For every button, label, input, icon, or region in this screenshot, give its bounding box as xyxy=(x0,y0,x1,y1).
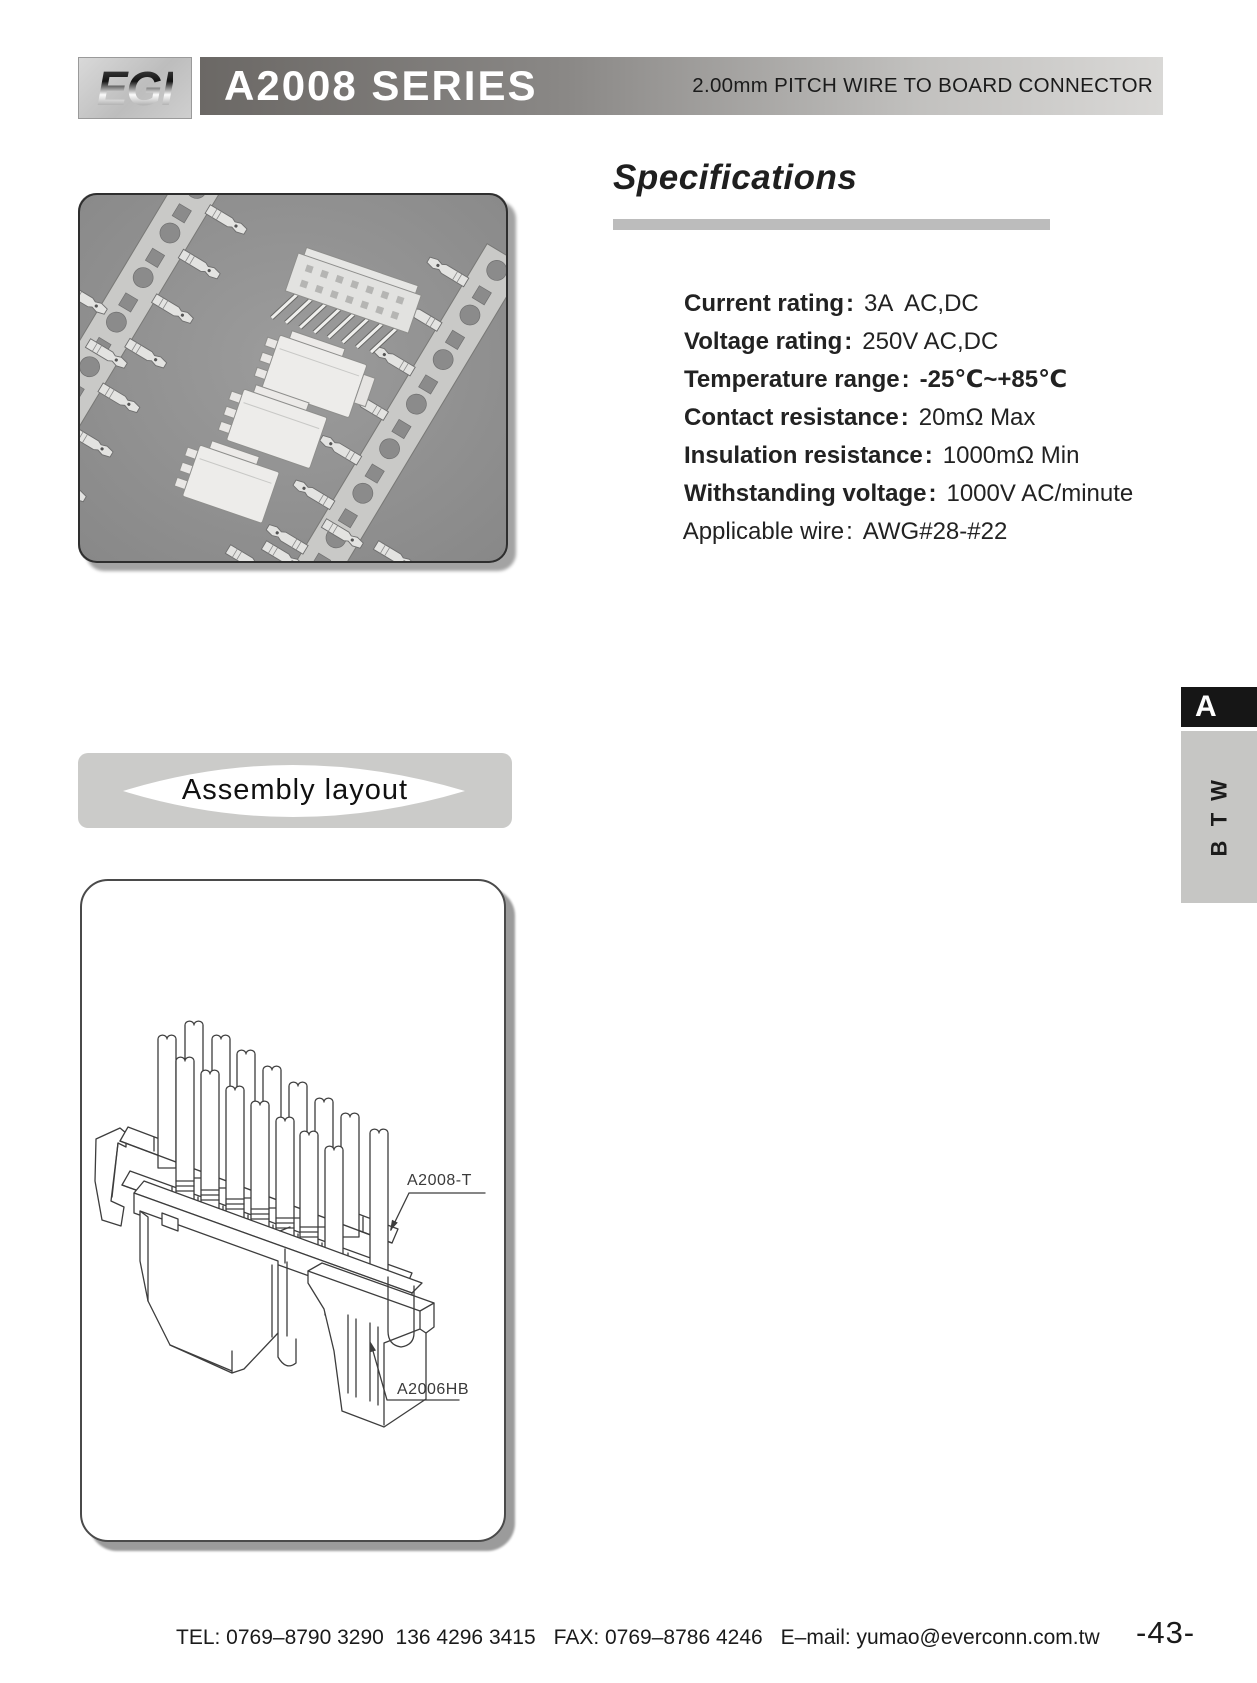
specifications-title: Specifications xyxy=(613,158,858,197)
part-label-a2006hb: A2006HB xyxy=(397,1381,469,1398)
footer-contact-info xyxy=(176,1626,1118,1650)
spec-value: 1000V AC/minute xyxy=(946,480,1134,507)
page-number: -43- xyxy=(1136,1615,1196,1650)
spec-label: Withstanding voltage xyxy=(684,480,927,507)
spec-colon: : xyxy=(901,366,910,393)
wtb-side-panel xyxy=(1181,731,1257,903)
spec-value: 1000mΩ Min xyxy=(942,442,1080,469)
spec-colon: : xyxy=(924,442,933,469)
wtb-letter-b: B xyxy=(1206,840,1231,856)
egi-logo-text: EGI xyxy=(96,60,174,116)
series-title: A2008 SERIES xyxy=(224,62,538,109)
section-letter: A xyxy=(1195,690,1217,723)
spec-value: 250V AC,DC xyxy=(862,328,999,355)
spec-label: Temperature range xyxy=(684,366,900,393)
assembly-drawing xyxy=(82,881,504,1540)
section-tab-a xyxy=(1181,687,1257,727)
specifications-list xyxy=(644,247,1204,545)
spec-value: 3A AC,DC xyxy=(864,290,979,317)
spec-colon: : xyxy=(844,328,853,355)
spec-label: Applicable wire xyxy=(682,518,845,545)
spec-label: Voltage rating xyxy=(684,328,843,355)
product-photo xyxy=(78,193,508,563)
spec-value: -25℃~+85℃ xyxy=(919,366,1068,393)
egi-logo xyxy=(78,57,192,119)
spec-label: Insulation resistance xyxy=(684,442,923,469)
footer-email: E–mail: yumao@everconn.com.tw xyxy=(780,1626,1100,1649)
footer-fax: FAX: 0769–8786 4246 xyxy=(553,1626,763,1649)
spec-colon: : xyxy=(846,290,855,317)
spec-value: 20mΩ Max xyxy=(918,404,1036,431)
specifications-rule xyxy=(613,219,1050,230)
spec-colon: : xyxy=(846,518,853,545)
spec-value: AWG#28-#22 xyxy=(862,518,1008,545)
header-bar xyxy=(200,57,1163,115)
assembly-layout-banner xyxy=(78,753,512,828)
part-label-a2008t: A2008-T xyxy=(407,1172,472,1189)
wtb-letter-t: T xyxy=(1206,812,1231,826)
spec-label: Contact resistance xyxy=(684,404,899,431)
spec-label: Current rating xyxy=(684,290,845,317)
spec-colon: : xyxy=(928,480,937,507)
assembly-layout-title: Assembly layout xyxy=(181,774,409,806)
product-photo-graphic xyxy=(78,193,508,563)
footer-tel: TEL: 0769–8790 3290 136 4296 3415 xyxy=(176,1626,536,1649)
assembly-drawing-panel xyxy=(80,879,506,1542)
spec-row-current-rating xyxy=(644,247,1204,317)
wtb-letter-w: W xyxy=(1206,779,1231,801)
spec-colon: : xyxy=(900,404,909,431)
header-subtitle: 2.00mm PITCH WIRE TO BOARD CONNECTOR xyxy=(692,74,1153,97)
